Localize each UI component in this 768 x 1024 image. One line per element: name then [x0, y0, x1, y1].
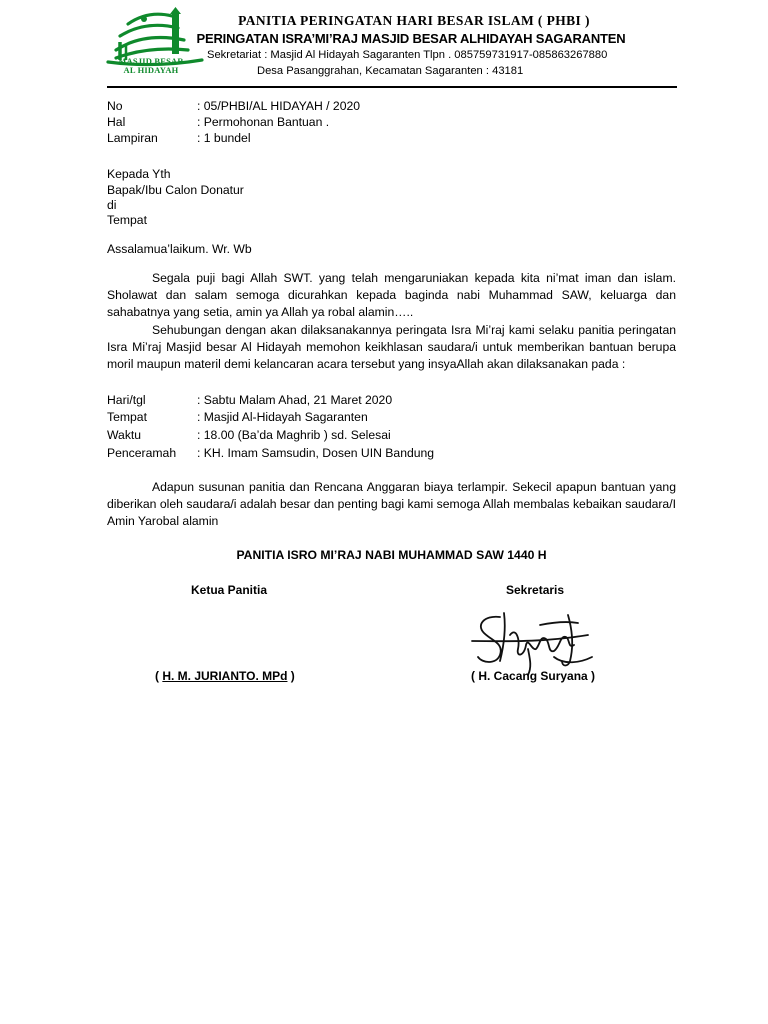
letterhead-divider: [107, 86, 677, 88]
logo-text-bottom: AL HIDAYAH: [123, 65, 179, 75]
secretary-name: H. Cacang Suryana: [478, 669, 588, 683]
closing-committee: PANITIA ISRO MI’RAJ NABI MUHAMMAD SAW 1440 H: [236, 548, 547, 562]
event-value: : Sabtu Malam Ahad, 21 Maret 2020: [197, 393, 393, 407]
signatory-name-secretary: [471, 669, 595, 683]
event-value: : KH. Imam Samsudin, Dosen UIN Bandung: [197, 446, 435, 460]
body-paragraph: Adapun susunan panitia dan Rencana Anggaran biaya terlampir. Sekecil apapun bantuan yang diberikan oleh saudara/i adalah besar dan penting bagi kami semoga Allah membalas kebaikan saudara/I Amin Yarobal alamin: [107, 480, 676, 528]
event-value: : Masjid Al-Hidayah Sagaranten: [197, 410, 368, 424]
name-paren-open: (: [155, 669, 163, 683]
logo-text-top: MASJID BESAR: [118, 56, 184, 66]
chair-name: H. M. JURIANTO. MPd: [162, 669, 288, 683]
letterhead-address: Sekretariat : Masjid Al Hidayah Sagaranten Tlpn . 085759731917-085863267880: [207, 49, 608, 61]
event-label: Hari/tgl: [107, 393, 146, 407]
name-paren-close: ): [587, 669, 596, 683]
meta-label: Hal: [107, 115, 126, 129]
event-label: Penceramah: [107, 446, 177, 460]
signatory-name-chair: [155, 669, 295, 683]
signatory-title-chair: Ketua Panitia: [191, 583, 268, 597]
recipient-line: Bapak/Ibu Calon Donatur: [107, 183, 244, 197]
event-label: Waktu: [107, 428, 142, 442]
name-paren-open: (: [471, 669, 479, 683]
meta-value: : 1 bundel: [197, 131, 251, 145]
name-paren-close: ): [287, 669, 295, 683]
recipient-line: di: [107, 198, 117, 212]
recipient-line: Tempat: [107, 213, 147, 227]
meta-value: : Permohonan Bantuan .: [197, 115, 330, 129]
meta-label: Lampiran: [107, 131, 158, 145]
meta-value: : 05/PHBI/AL HIDAYAH / 2020: [197, 99, 361, 113]
meta-label: No: [107, 99, 123, 113]
greeting: Assalamua’laikum. Wr. Wb: [107, 242, 252, 256]
event-label: Tempat: [107, 410, 147, 424]
body-paragraph: Sehubungan dengan akan dilaksanakannya peringata Isra Mi’raj kami selaku panitia peringatan Isra Mi’raj Masjid besar Al Hidayah memohon keikhlasan saudara/i untuk memberikan bantuan berupa moril maupun materil demi kelancaran acara tersebut yang insyaAllah akan dilaksanakan pada :: [107, 323, 676, 371]
event-value: : 18.00 (Ba’da Maghrib ) sd. Selesai: [197, 428, 391, 442]
letterhead-address-2: Desa Pasanggrahan, Kecamatan Sagaranten : 43181: [257, 65, 524, 77]
body-paragraph: Segala puji bagi Allah SWT. yang telah mengaruniakan kepada kita ni’mat iman dan islam. Sholawat dan salam semoga dicurahkan kepada baginda nabi Muhammad SAW, keluarga dan sahabatnya yang setia, amin ya Allah ya robal alamin…..: [107, 271, 676, 319]
letterhead-subtitle: PERINGATAN ISRA’MI’RAJ MASJID BESAR ALHIDAYAH SAGARANTEN: [196, 31, 626, 46]
signatory-title-secretary: Sekretaris: [506, 583, 565, 597]
recipient-line: Kepada Yth: [107, 167, 171, 181]
letterhead-title: PANITIA PERINGATAN HARI BESAR ISLAM ( PHBI ): [238, 13, 590, 28]
